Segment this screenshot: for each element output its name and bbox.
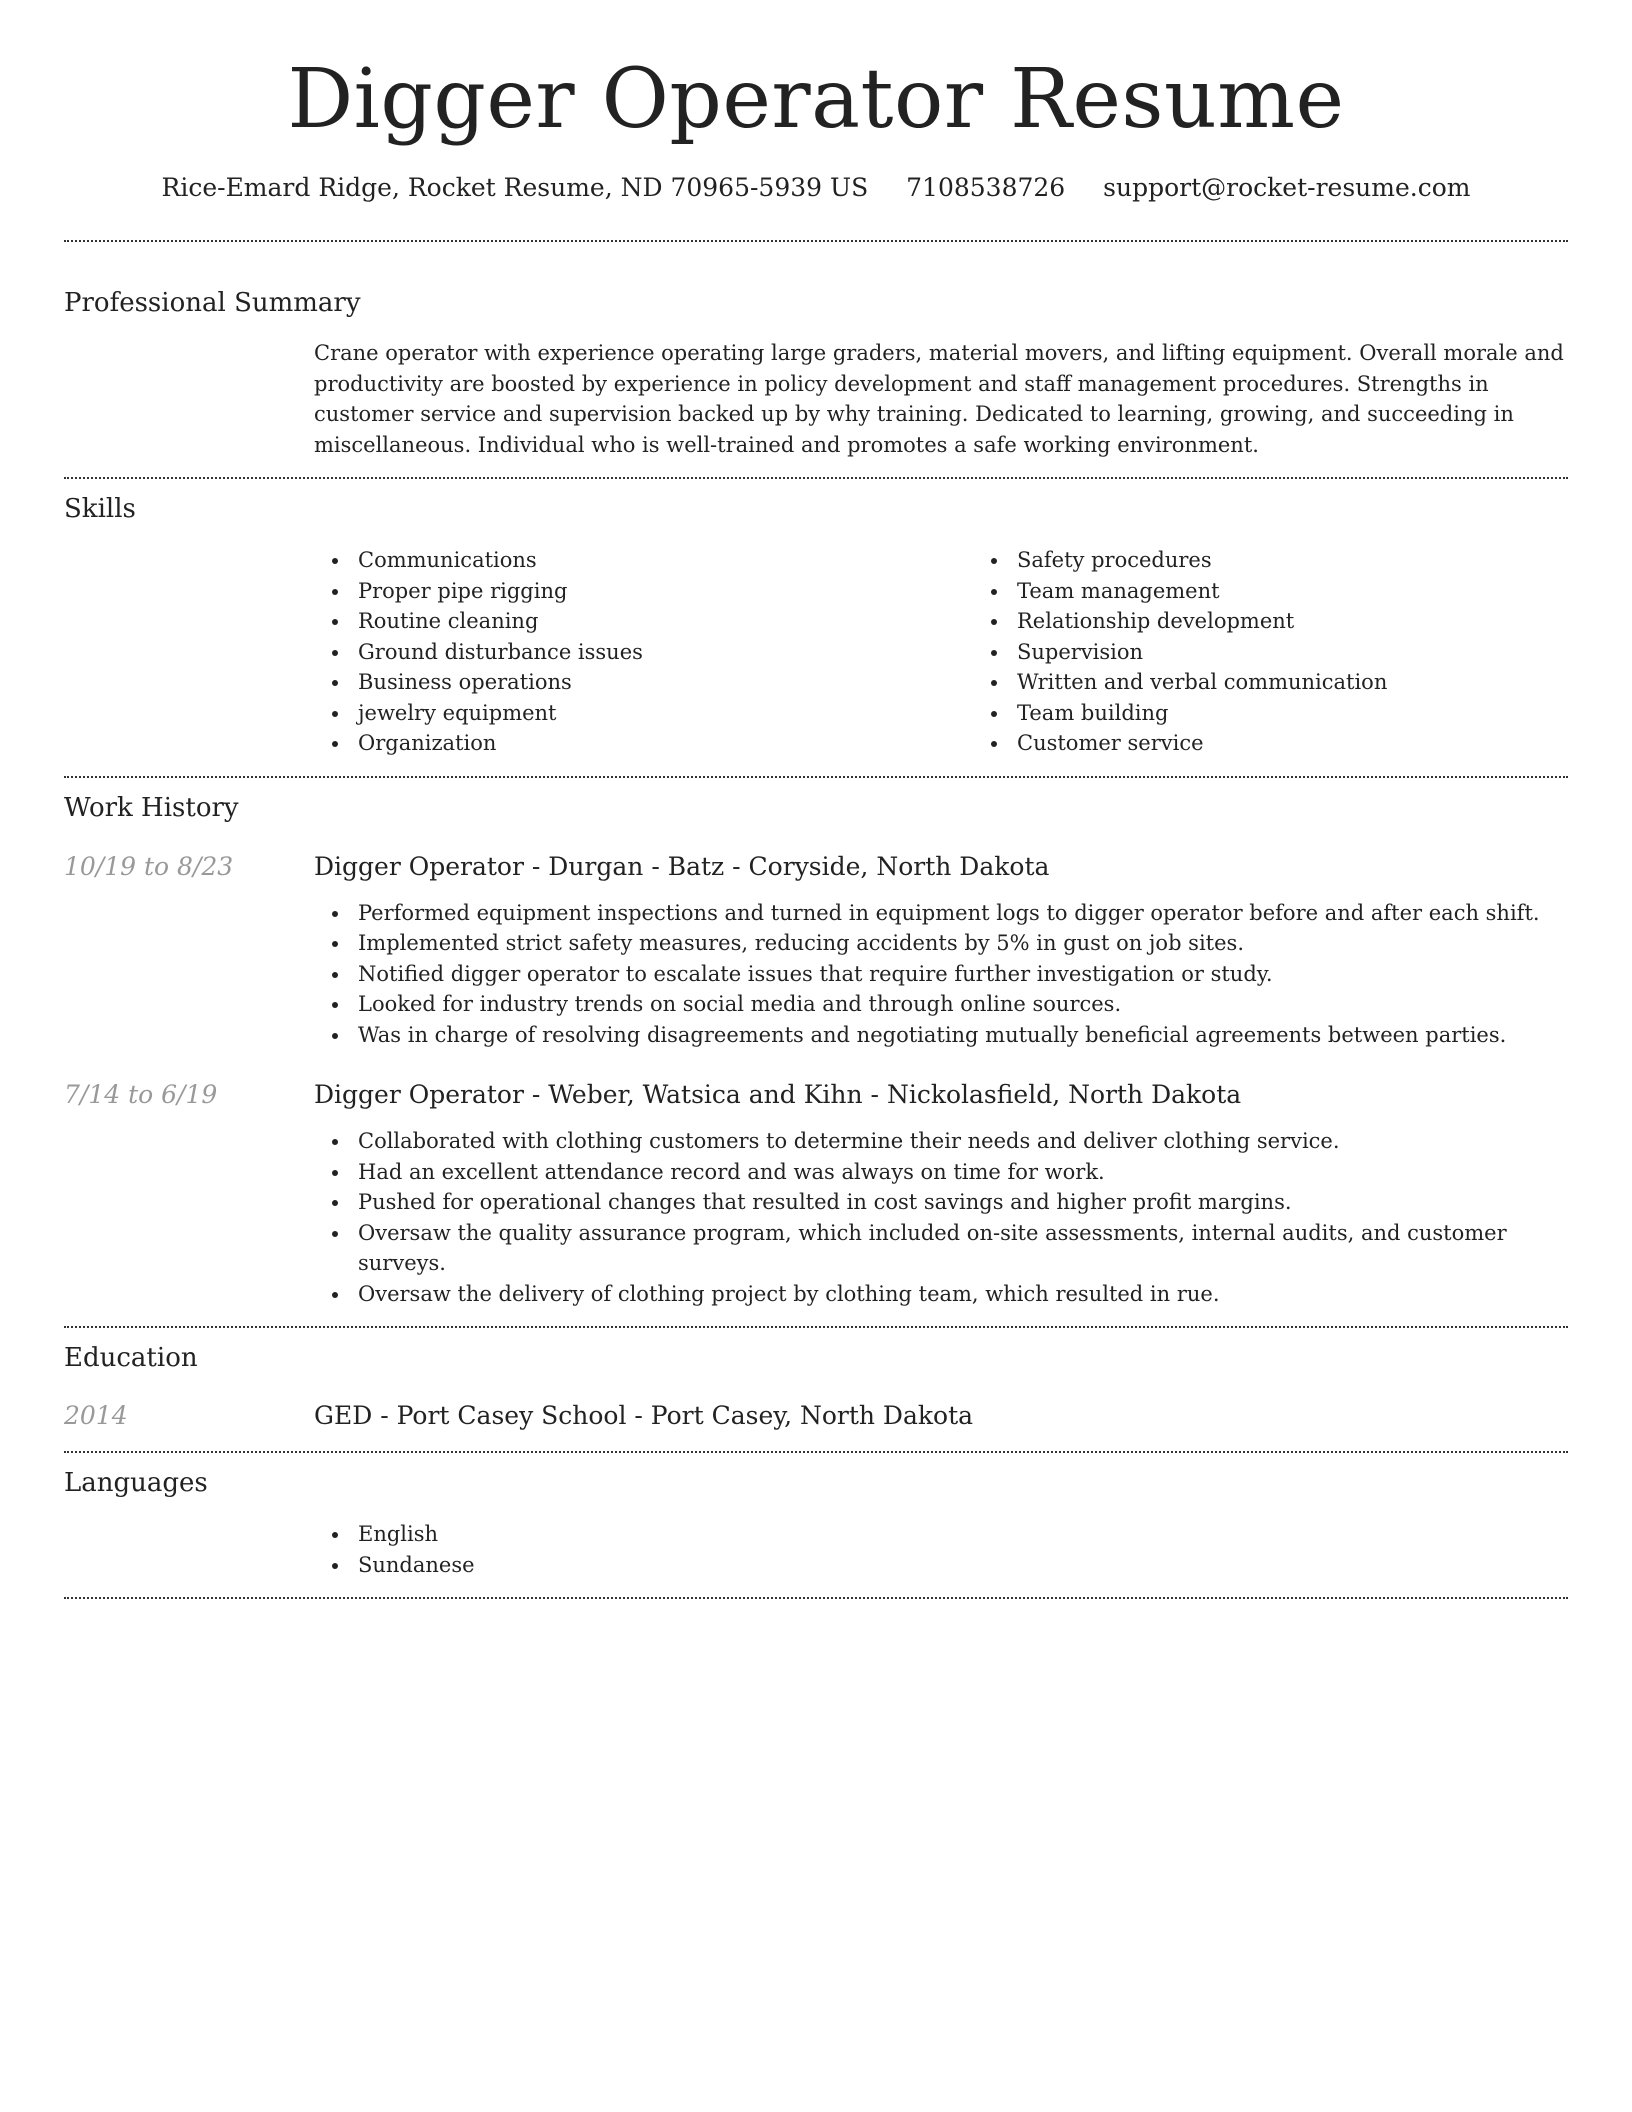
- education-year: 2014: [64, 1401, 128, 1430]
- skill-item: Ground disturbance issues: [358, 637, 973, 668]
- summary-text: Crane operator with experience operating large graders, material movers, and lifting equipment. Overall morale and productivity are boosted by experience in policy development and staff management procedures. Strengths in customer service and supervision backed up by why training. Dedicated to learning, growing, and succeeding in miscellaneous. Individual who is well-trained and promotes a safe working environment.: [314, 341, 1564, 457]
- job-title: Digger Operator - Durgan - Batz - Coryside, North Dakota: [314, 851, 1050, 881]
- job-bullet: Notified digger operator to escalate issues that require further investigation or study.: [358, 959, 1568, 990]
- section-heading-summary: Professional Summary: [64, 288, 361, 318]
- skill-item: Safety procedures: [1017, 545, 1632, 576]
- job-bullet: Pushed for operational changes that resulted in cost savings and higher profit margins.: [358, 1187, 1568, 1218]
- job-bullet: Performed equipment inspections and turned in equipment logs to digger operator before and after each shift.: [358, 898, 1568, 929]
- job-bullet: Looked for industry trends on social media and through online sources.: [358, 989, 1568, 1020]
- skill-item: Communications: [358, 545, 973, 576]
- skills-list-left: [314, 545, 973, 759]
- job-entry: [64, 850, 1568, 1051]
- job-dates: 10/19 to 8/23: [64, 851, 234, 881]
- skill-item: Customer service: [1017, 728, 1632, 759]
- section-skills: [64, 479, 1568, 776]
- job-bullet: Oversaw the quality assurance program, which included on-site assessments, internal audits, and customer surveys.: [358, 1218, 1568, 1279]
- job-bullet: Had an excellent attendance record and was always on time for work.: [358, 1157, 1568, 1188]
- job-entry: [64, 1078, 1568, 1309]
- divider: [64, 1597, 1568, 1599]
- job-bullet: Was in charge of resolving disagreements and negotiating mutually beneficial agreements between parties.: [358, 1020, 1568, 1051]
- section-languages: [64, 1453, 1568, 1597]
- job-title: Digger Operator - Weber, Watsica and Kihn - Nickolasfield, North Dakota: [314, 1080, 1242, 1109]
- skill-item: Team building: [1017, 698, 1632, 729]
- contact-phone: 7108538726: [906, 173, 1066, 202]
- skill-item: Proper pipe rigging: [358, 576, 973, 607]
- language-item: Sundanese: [358, 1550, 1568, 1581]
- contact-email: support@rocket-resume.com: [1103, 173, 1471, 202]
- skill-item: Written and verbal communication: [1017, 667, 1632, 698]
- job-bullets: [314, 898, 1568, 1051]
- skill-item: Organization: [358, 728, 973, 759]
- job-dates: 7/14 to 6/19: [64, 1080, 218, 1109]
- skill-item: Routine cleaning: [358, 606, 973, 637]
- skills-list-right: [973, 545, 1632, 759]
- language-item: English: [358, 1519, 1568, 1550]
- contact-address: Rice-Emard Ridge, Rocket Resume, ND 70965-5939 US: [161, 173, 869, 202]
- skill-item: Business operations: [358, 667, 973, 698]
- skill-item: Relationship development: [1017, 606, 1632, 637]
- skill-item: Team management: [1017, 576, 1632, 607]
- skill-item: Supervision: [1017, 637, 1632, 668]
- job-bullet: Collaborated with clothing customers to determine their needs and deliver clothing service.: [358, 1126, 1568, 1157]
- section-heading-languages: Languages: [64, 1468, 208, 1498]
- section-work-history: [64, 778, 1568, 1327]
- section-summary: [64, 242, 1568, 477]
- resume-title: Digger Operator Resume: [287, 52, 1345, 147]
- languages-list: [314, 1519, 1568, 1580]
- job-bullets: [314, 1126, 1568, 1309]
- section-heading-skills: Skills: [64, 494, 136, 524]
- contact-line: [64, 170, 1568, 206]
- skill-item: jewelry equipment: [358, 698, 973, 729]
- section-education: [64, 1328, 1568, 1451]
- job-bullet: Oversaw the delivery of clothing project by clothing team, which resulted in rue.: [358, 1279, 1568, 1310]
- section-heading-work: Work History: [64, 792, 239, 823]
- education-entry: GED - Port Casey School - Port Casey, North Dakota: [314, 1401, 974, 1430]
- job-bullet: Implemented strict safety measures, reducing accidents by 5% in gust on job sites.: [358, 928, 1568, 959]
- section-heading-education: Education: [64, 1343, 198, 1373]
